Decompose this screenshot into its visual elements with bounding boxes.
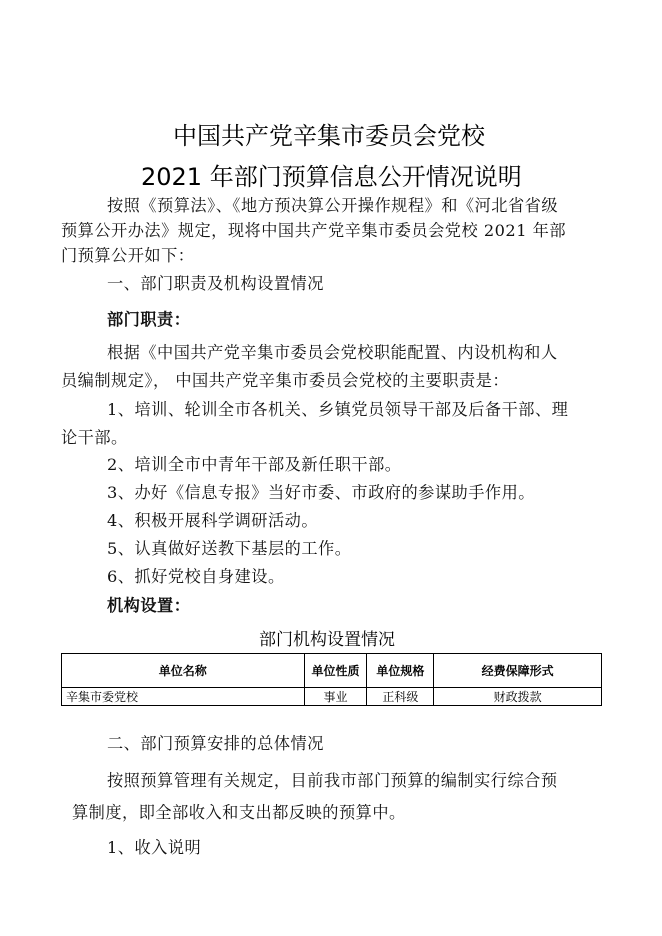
intro-line2: 预算公开办法》规定，现将中国共产党辛集市委员会党校 2021 年部 <box>61 221 567 240</box>
duties-basis-line2: 员编制规定》， 中国共产党辛集市委员会党校的主要职责是： <box>61 371 510 390</box>
duty-item-1-line2: 论干部。 <box>61 428 128 447</box>
section2-para-line2: 算制度，即全部收入和支出都反映的预算中。 <box>72 803 406 822</box>
duties-label: 部门职责： <box>107 310 191 329</box>
table-cell-unit-grade: 正科级 <box>367 688 434 706</box>
duty-item-1-line1: 1、培训、轮训全市各机关、乡镇党员领导干部及后备干部、理 <box>107 400 569 419</box>
table-row <box>62 688 602 706</box>
table-cell-unit-name: 辛集市委党校 <box>62 688 305 706</box>
org-table-header-cell: 单位性质 <box>304 654 367 688</box>
section1-heading: 一、部门职责及机构设置情况 <box>107 274 324 293</box>
duty-item-4: 4、积极开展科学调研活动。 <box>107 511 319 530</box>
document-title-line1: 中国共产党辛集市委员会党校 <box>173 122 485 150</box>
org-table-header-cell: 经费保障形式 <box>434 654 602 688</box>
org-table-header-cell: 单位规格 <box>367 654 434 688</box>
org-table-header-row <box>62 654 602 688</box>
duty-item-3: 3、办好《信息专报》当好市委、市政府的参谋助手作用。 <box>107 483 535 502</box>
duties-basis-line1: 根据《中国共产党辛集市委员会党校职能配置、内设机构和人 <box>107 343 558 362</box>
duty-item-2: 2、培训全市中青年干部及新任职干部。 <box>107 455 402 474</box>
table-cell-funding-form: 财政拨款 <box>434 688 602 706</box>
org-table <box>61 653 602 706</box>
duty-item-5: 5、认真做好送教下基层的工作。 <box>107 539 352 558</box>
duty-item-6: 6、抓好党校自身建设。 <box>107 567 285 586</box>
org-table-title: 部门机构设置情况 <box>259 630 395 650</box>
org-setup-label: 机构设置： <box>107 596 191 615</box>
document-title-line2: 2021 年部门预算信息公开情况说明 <box>141 163 522 191</box>
section2-heading: 二、部门预算安排的总体情况 <box>107 734 324 753</box>
table-cell-unit-nature: 事业 <box>304 688 367 706</box>
org-table-header-cell: 单位名称 <box>62 654 305 688</box>
intro-line1: 按照《预算法》、《地方预决算公开操作规程》和《河北省省级 <box>107 196 559 215</box>
intro-line3: 门预算公开如下： <box>61 246 195 265</box>
income-note-heading: 1、收入说明 <box>107 838 202 857</box>
section2-para-line1: 按照预算管理有关规定，目前我市部门预算的编制实行综合预 <box>107 771 558 790</box>
